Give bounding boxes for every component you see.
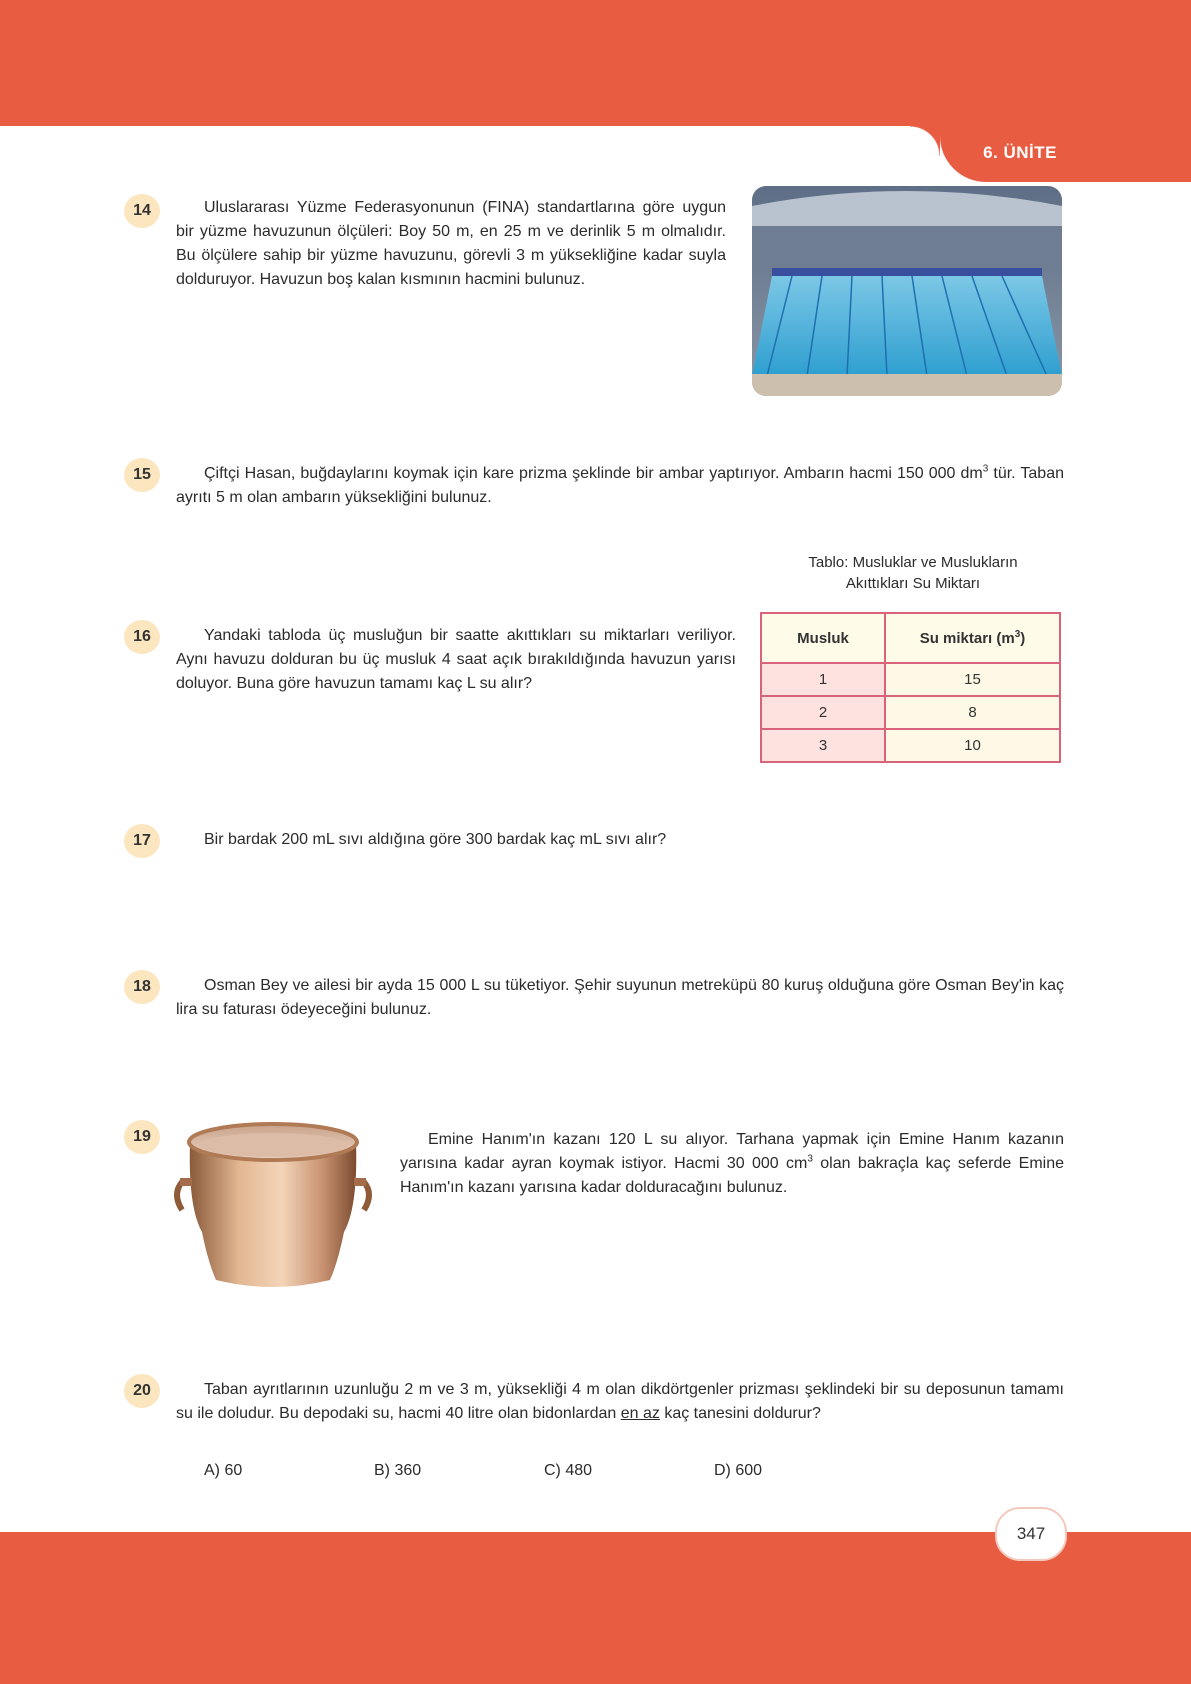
table-header-musluk: Musluk [761,613,885,663]
question-number-14: 14 [124,194,160,228]
copper-cauldron-image [170,1112,376,1290]
question-15-body-a: Çiftçi Hasan, buğdaylarını koymak için kare prizma şeklinde bir ambar yaptırıyor. Ambarın hacmi 150 000 dm [204,465,983,482]
table-row [761,729,1060,762]
swimming-pool-photo [752,186,1062,396]
faucet-table [760,612,1061,763]
question-17-body: Bir bardak 200 mL sıvı aldığına göre 300 bardak kaç mL sıvı alır? [204,831,667,848]
table-header-superscript: 3 [1014,628,1021,640]
question-20-text [176,1378,1064,1426]
question-number-18: 18 [124,970,160,1004]
question-18-body: Osman Bey ve ailesi bir ayda 15 000 L su tüketiyor. Şehir suyunun metreküpü 80 kuruş olduğuna göre Osman Bey'in kaç lira su faturası ödeyeceğini bulunuz. [176,977,1064,1018]
table-cell-musluk: 2 [761,696,885,729]
table-row [761,696,1060,729]
question-20-body-a: Taban ayrıtlarının uzunluğu 2 m ve 3 m, yüksekliği 4 m olan dikdörtgenler prizması şeklindeki bir su deposunun tamamı su ile doludur. Bu depodaki su, hacmi 40 litre olan bidonlardan [176,1381,1064,1422]
question-19-superscript: 3 [807,1153,813,1165]
option-b[interactable]: B) 360 [374,1462,422,1479]
question-number-17: 17 [124,824,160,858]
page-number: 347 [995,1507,1067,1561]
question-15-text [176,462,1064,510]
table-caption-line-2: Akıttıkları Su Miktarı [845,575,981,592]
table-cell-miktar: 8 [885,696,1060,729]
table-cell-musluk: 3 [761,729,885,762]
table-cell-musluk: 1 [761,663,885,696]
table-header-paren: ) [1020,629,1026,647]
question-20-body-b: kaç tanesini doldurur? [659,1405,821,1422]
question-number-19: 19 [124,1120,160,1154]
option-d[interactable]: D) 600 [714,1462,763,1479]
question-14-text [176,196,726,292]
table-cell-miktar: 10 [885,729,1060,762]
unit-label: 6. ÜNİTE [983,143,1057,162]
header-band [0,0,1191,126]
question-19-body-a: Emine Hanım'ın kazanı 120 L su alıyor. Tarhana yapmak için Emine Hanım kazanın yarısına kadar ayran koymak istiyor. Hacmi 30 000 cm [400,1131,1064,1172]
question-15-superscript: 3 [982,463,989,475]
table-header-su-miktari [885,613,1060,663]
table-row [761,663,1060,696]
question-15-body-b: tür. Taban ayrıtı 5 m olan ambarın yüksekliğini bulunuz. [176,465,1064,506]
table-header-su-miktari-label: Su miktarı (m [919,629,1015,647]
table-cell-miktar: 15 [885,663,1060,696]
question-17-text [176,828,1064,852]
question-number-20: 20 [124,1374,160,1408]
table-caption-line-1: Tablo: Musluklar ve Muslukların [808,554,1018,571]
option-c[interactable]: C) 480 [544,1462,593,1479]
table-caption [748,552,1078,594]
question-14-body: Uluslararası Yüzme Federasyonunun (FINA) standartlarına göre uygun bir yüzme havuzunun ölçüleri: Boy 50 m, en 25 m ve derinlik 5 m olmalıdır. Bu ölçülere sahip bir yüzme havuzunu, görevli 3 m yüksekliğine kadar suyla dolduruyor. Havuzun boş kalan kısmının hacmini bulunuz. [176,199,726,288]
question-19-body-b: olan bakraçla kaç seferde Emine Hanım'ın kazanı yarısına kadar dolduracağını bulunuz. [400,1155,1064,1196]
question-number-16: 16 [124,620,160,654]
unit-tab [940,120,1191,182]
question-20-emphasis: en az [620,1405,660,1422]
answer-options [204,1462,904,1488]
question-16-body: Yandaki tabloda üç musluğun bir saatte akıttıkları su miktarları veriliyor. Aynı havuzu dolduran bu üç musluk 4 saat açık bırakıldığında havuzun yarısı doluyor. Buna göre havuzun tamamı kaç L su alır? [176,627,736,692]
question-18-text [176,974,1064,1022]
question-19-text [400,1128,1064,1200]
question-number-15: 15 [124,458,160,492]
option-a[interactable]: A) 60 [204,1462,243,1479]
question-16-text [176,624,736,696]
